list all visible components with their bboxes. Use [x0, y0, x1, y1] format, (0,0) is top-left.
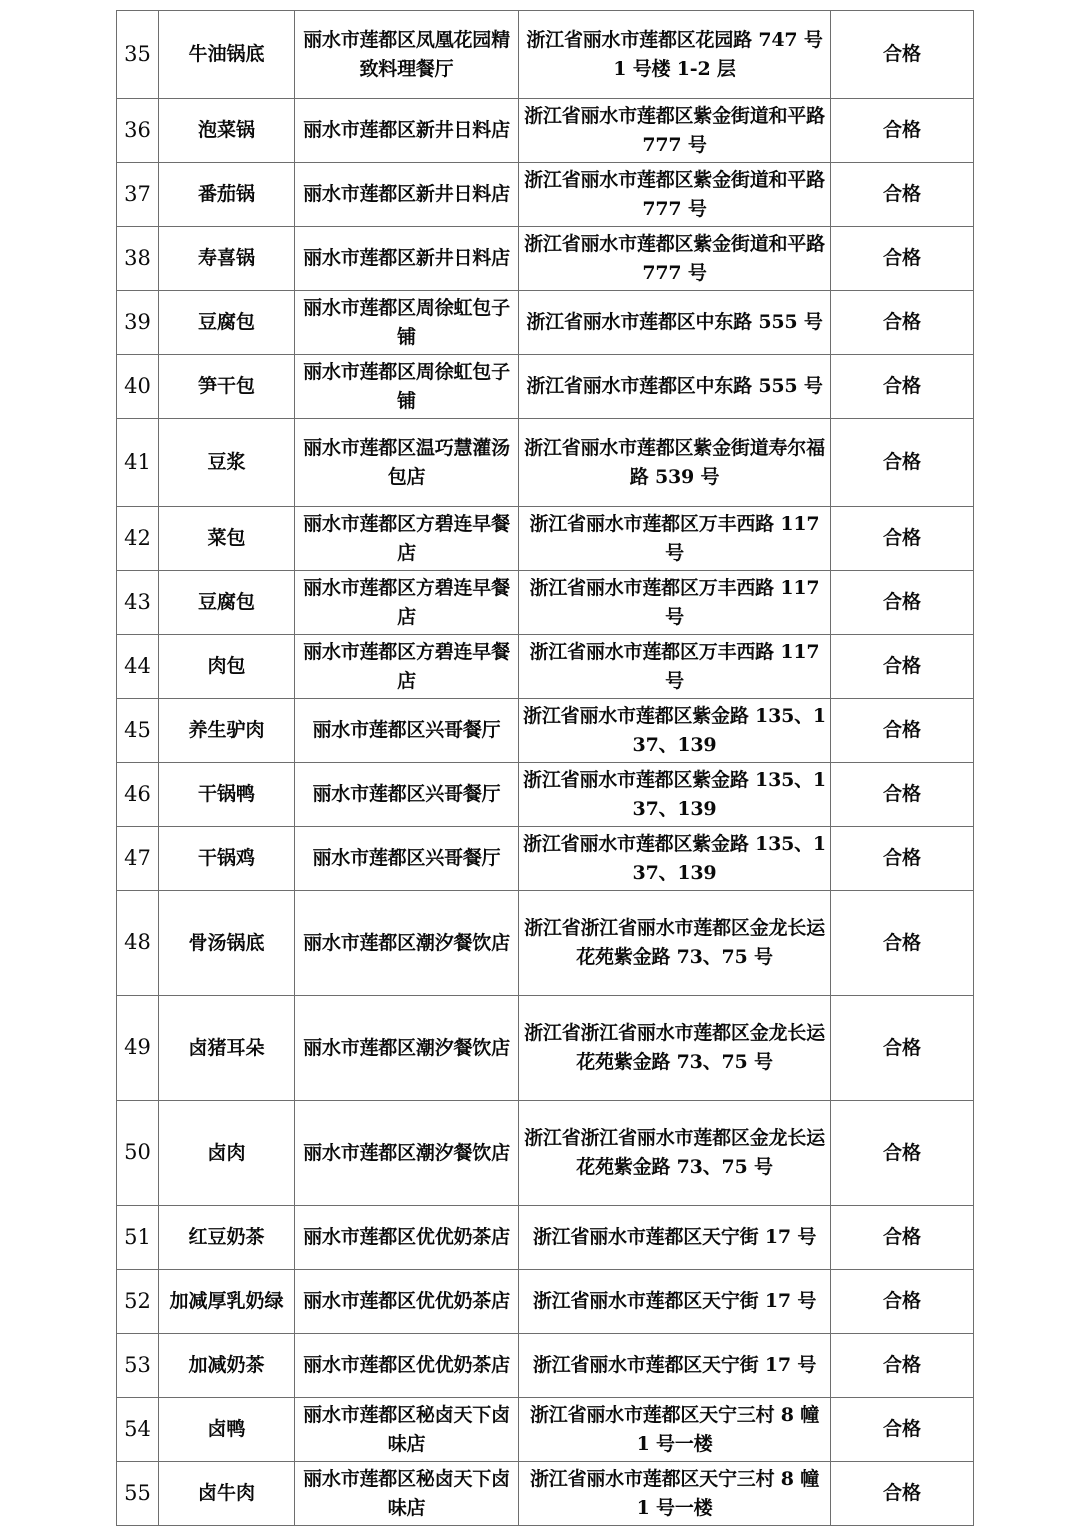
table-cell-addr: 浙江省丽水市莲都区紫金路 135、137、139: [519, 763, 831, 827]
table-cell-addr: 浙江省丽水市莲都区中东路 555 号: [519, 291, 831, 355]
table-cell-result: 合格: [831, 1398, 974, 1462]
table-cell-index: 47: [117, 827, 159, 891]
table-cell-addr: 浙江省丽水市莲都区天宁街 17 号: [519, 1206, 831, 1270]
table-row: [117, 355, 974, 419]
table-cell-result: 合格: [831, 827, 974, 891]
table-cell-index: 40: [117, 355, 159, 419]
table-cell-estab: 丽水市莲都区方碧连早餐店: [295, 507, 519, 571]
table-cell-name: 卤鸭: [159, 1398, 295, 1462]
table-cell-estab: 丽水市莲都区新井日料店: [295, 99, 519, 163]
table-cell-addr: 浙江省浙江省丽水市莲都区金龙长运花苑紫金路 73、75 号: [519, 891, 831, 996]
table-cell-estab: 丽水市莲都区方碧连早餐店: [295, 571, 519, 635]
table-cell-name: 卤牛肉: [159, 1462, 295, 1526]
table-cell-estab: 丽水市莲都区潮汐餐饮店: [295, 891, 519, 996]
table-cell-name: 卤猪耳朵: [159, 996, 295, 1101]
table-cell-result: 合格: [831, 99, 974, 163]
table-cell-index: 45: [117, 699, 159, 763]
table-cell-addr: 浙江省丽水市莲都区花园路 747 号 1 号楼 1-2 层: [519, 11, 831, 99]
table-cell-name: 干锅鸡: [159, 827, 295, 891]
table-cell-result: 合格: [831, 571, 974, 635]
table-row: [117, 1270, 974, 1334]
table-cell-addr: 浙江省丽水市莲都区紫金街道和平路 777 号: [519, 227, 831, 291]
table-cell-estab: 丽水市莲都区方碧连早餐店: [295, 635, 519, 699]
table-row: [117, 227, 974, 291]
table-cell-index: 43: [117, 571, 159, 635]
table-cell-addr: 浙江省丽水市莲都区紫金街道和平路 777 号: [519, 99, 831, 163]
table-cell-estab: 丽水市莲都区兴哥餐厅: [295, 827, 519, 891]
table-cell-estab: 丽水市莲都区新井日料店: [295, 163, 519, 227]
table-cell-name: 牛油锅底: [159, 11, 295, 99]
table-cell-addr: 浙江省丽水市莲都区天宁三村 8 幢 1 号一楼: [519, 1398, 831, 1462]
table-cell-name: 豆浆: [159, 419, 295, 507]
table-cell-name: 笋干包: [159, 355, 295, 419]
table-cell-result: 合格: [831, 355, 974, 419]
table-cell-addr: 浙江省丽水市莲都区紫金路 135、137、139: [519, 699, 831, 763]
table-cell-index: 41: [117, 419, 159, 507]
table-cell-estab: 丽水市莲都区周徐虹包子铺: [295, 291, 519, 355]
table-row: [117, 163, 974, 227]
table-row: [117, 291, 974, 355]
table-cell-name: 菜包: [159, 507, 295, 571]
table-cell-result: 合格: [831, 1334, 974, 1398]
table-cell-estab: 丽水市莲都区兴哥餐厅: [295, 699, 519, 763]
table-cell-name: 骨汤锅底: [159, 891, 295, 996]
table-cell-result: 合格: [831, 996, 974, 1101]
table-row: [117, 99, 974, 163]
table-cell-index: 48: [117, 891, 159, 996]
table-cell-addr: 浙江省丽水市莲都区万丰西路 117 号: [519, 507, 831, 571]
table-cell-name: 泡菜锅: [159, 99, 295, 163]
table-cell-index: 38: [117, 227, 159, 291]
table-cell-index: 44: [117, 635, 159, 699]
table-cell-estab: 丽水市莲都区周徐虹包子铺: [295, 355, 519, 419]
table-row: [117, 635, 974, 699]
table-cell-result: 合格: [831, 699, 974, 763]
table-body: [117, 11, 974, 1526]
table-cell-index: 49: [117, 996, 159, 1101]
table-cell-result: 合格: [831, 891, 974, 996]
table-cell-estab: 丽水市莲都区潮汐餐饮店: [295, 996, 519, 1101]
table-cell-result: 合格: [831, 1206, 974, 1270]
table-cell-index: 37: [117, 163, 159, 227]
table-cell-addr: 浙江省丽水市莲都区天宁街 17 号: [519, 1334, 831, 1398]
table-cell-index: 42: [117, 507, 159, 571]
table-cell-estab: 丽水市莲都区秘卤天下卤味店: [295, 1398, 519, 1462]
table-cell-name: 红豆奶茶: [159, 1206, 295, 1270]
table-cell-addr: 浙江省丽水市莲都区紫金街道和平路 777 号: [519, 163, 831, 227]
inspection-results-table: [116, 10, 974, 1526]
table-cell-addr: 浙江省浙江省丽水市莲都区金龙长运花苑紫金路 73、75 号: [519, 996, 831, 1101]
table-row: [117, 891, 974, 996]
table-cell-estab: 丽水市莲都区优优奶茶店: [295, 1334, 519, 1398]
table-cell-name: 养生驴肉: [159, 699, 295, 763]
table-row: [117, 827, 974, 891]
table-cell-estab: 丽水市莲都区优优奶茶店: [295, 1206, 519, 1270]
table-row: [117, 507, 974, 571]
table-cell-name: 肉包: [159, 635, 295, 699]
table-row: [117, 699, 974, 763]
table-row: [117, 1462, 974, 1526]
table-cell-result: 合格: [831, 163, 974, 227]
table-row: [117, 996, 974, 1101]
table-cell-estab: 丽水市莲都区优优奶茶店: [295, 1270, 519, 1334]
table-cell-index: 35: [117, 11, 159, 99]
table-cell-index: 53: [117, 1334, 159, 1398]
table-cell-index: 51: [117, 1206, 159, 1270]
table-cell-estab: 丽水市莲都区凤凰花园精致料理餐厅: [295, 11, 519, 99]
table-row: [117, 1206, 974, 1270]
table-cell-name: 加减奶茶: [159, 1334, 295, 1398]
table-row: [117, 11, 974, 99]
table-cell-index: 52: [117, 1270, 159, 1334]
table-cell-result: 合格: [831, 227, 974, 291]
table-cell-index: 50: [117, 1101, 159, 1206]
table-cell-result: 合格: [831, 763, 974, 827]
table-row: [117, 1101, 974, 1206]
table-cell-addr: 浙江省丽水市莲都区紫金街道寿尔福路 539 号: [519, 419, 831, 507]
table-cell-result: 合格: [831, 1462, 974, 1526]
table-cell-name: 干锅鸭: [159, 763, 295, 827]
table-cell-result: 合格: [831, 1101, 974, 1206]
table-cell-index: 55: [117, 1462, 159, 1526]
table-cell-result: 合格: [831, 635, 974, 699]
table-cell-name: 豆腐包: [159, 571, 295, 635]
table-cell-estab: 丽水市莲都区温巧慧灌汤包店: [295, 419, 519, 507]
table-cell-addr: 浙江省丽水市莲都区天宁三村 8 幢 1 号一楼: [519, 1462, 831, 1526]
table-cell-addr: 浙江省丽水市莲都区万丰西路 117 号: [519, 571, 831, 635]
table-cell-index: 54: [117, 1398, 159, 1462]
table-cell-index: 39: [117, 291, 159, 355]
table-cell-addr: 浙江省浙江省丽水市莲都区金龙长运花苑紫金路 73、75 号: [519, 1101, 831, 1206]
table-cell-estab: 丽水市莲都区新井日料店: [295, 227, 519, 291]
table-cell-name: 豆腐包: [159, 291, 295, 355]
table-row: [117, 763, 974, 827]
inspection-table-container: [116, 10, 973, 1526]
table-row: [117, 419, 974, 507]
table-row: [117, 571, 974, 635]
table-cell-addr: 浙江省丽水市莲都区中东路 555 号: [519, 355, 831, 419]
table-cell-addr: 浙江省丽水市莲都区万丰西路 117 号: [519, 635, 831, 699]
table-cell-result: 合格: [831, 291, 974, 355]
table-cell-estab: 丽水市莲都区潮汐餐饮店: [295, 1101, 519, 1206]
table-row: [117, 1398, 974, 1462]
table-cell-result: 合格: [831, 507, 974, 571]
table-cell-addr: 浙江省丽水市莲都区紫金路 135、137、139: [519, 827, 831, 891]
table-cell-name: 寿喜锅: [159, 227, 295, 291]
table-cell-name: 卤肉: [159, 1101, 295, 1206]
table-cell-name: 加减厚乳奶绿: [159, 1270, 295, 1334]
table-cell-index: 46: [117, 763, 159, 827]
table-row: [117, 1334, 974, 1398]
table-cell-estab: 丽水市莲都区秘卤天下卤味店: [295, 1462, 519, 1526]
table-cell-result: 合格: [831, 11, 974, 99]
table-cell-addr: 浙江省丽水市莲都区天宁街 17 号: [519, 1270, 831, 1334]
table-cell-index: 36: [117, 99, 159, 163]
table-cell-result: 合格: [831, 1270, 974, 1334]
table-cell-estab: 丽水市莲都区兴哥餐厅: [295, 763, 519, 827]
table-cell-name: 番茄锅: [159, 163, 295, 227]
table-cell-result: 合格: [831, 419, 974, 507]
